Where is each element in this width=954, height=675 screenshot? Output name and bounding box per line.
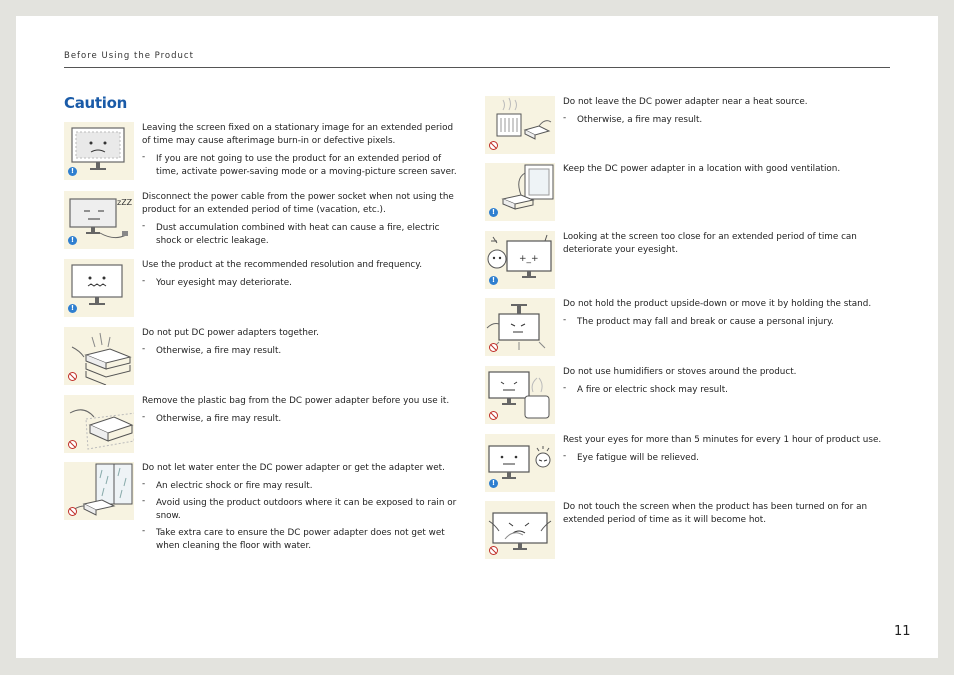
caution-text-block <box>142 462 462 557</box>
page-number: 11 <box>894 624 911 639</box>
caution-text-block <box>142 122 462 183</box>
info-icon <box>68 236 77 245</box>
heater-adapter-icon <box>485 96 555 154</box>
svg-text:zZZ: zZZ <box>117 198 133 207</box>
section-header: Before Using the Product <box>64 51 194 61</box>
caution-text: Do not use humidifiers or stoves around the product. <box>563 367 797 377</box>
sleeping-monitor-icon <box>64 191 134 249</box>
caution-text: Do not hold the product upside-down or move it by holding the stand. <box>563 299 872 309</box>
prohibited-icon <box>68 440 77 449</box>
caution-subtext: - An electric shock or fire may result. <box>142 480 462 493</box>
info-icon <box>489 479 498 488</box>
caution-text: Disconnect the power cable from the power socket when not using the product for an extended period of time (vacation, etc.). <box>142 192 454 215</box>
caution-subtext: - Avoid using the product outdoors where it can be exposed to rain or snow. <box>142 497 462 523</box>
info-icon <box>68 167 77 176</box>
header-rule <box>64 67 890 68</box>
caution-text: Remove the plastic bag from the DC power adapter before you use it. <box>142 396 450 406</box>
prohibited-icon <box>68 507 77 516</box>
info-icon <box>489 208 498 217</box>
caution-subtext: - A fire or electric shock may result. <box>563 384 883 397</box>
prohibited-icon <box>489 411 498 420</box>
caution-text-block <box>563 96 883 131</box>
caution-text-block <box>563 231 883 262</box>
plastic-bag-adapter-icon <box>64 395 134 453</box>
hot-screen-monitor-icon <box>485 501 555 559</box>
caution-text: Use the product at the recommended resolution and frequency. <box>142 260 422 270</box>
caution-text-block <box>142 191 462 252</box>
caution-text-block <box>563 434 883 469</box>
caution-subtext: - Your eyesight may deteriorate. <box>142 277 462 290</box>
upside-down-monitor-icon <box>485 298 555 356</box>
eyesight-monitor-icon <box>485 231 555 289</box>
caution-text: Keep the DC power adapter in a location with good ventilation. <box>563 164 841 174</box>
ventilation-adapter-icon <box>485 163 555 221</box>
info-icon <box>489 276 498 285</box>
caution-text-block <box>563 163 883 181</box>
caution-subtext: - The product may fall and break or cause a personal injury. <box>563 316 883 329</box>
caution-text: Do not leave the DC power adapter near a heat source. <box>563 97 808 107</box>
info-icon <box>68 304 77 313</box>
svg-text:+_+: +_+ <box>519 254 539 264</box>
caution-subtext: - Otherwise, a fire may result. <box>563 114 883 127</box>
caution-subtext: - Eye fatigue will be relieved. <box>563 452 883 465</box>
caution-text: Leaving the screen fixed on a stationary image for an extended period of time may cause afterimage burn-in or defective pixels. <box>142 123 454 146</box>
afterimage-monitor-icon <box>64 122 134 180</box>
prohibited-icon <box>489 343 498 352</box>
caution-text: Do not touch the screen when the product has been turned on for an extended period of time as it will become hot. <box>563 502 868 525</box>
caution-text: Do not let water enter the DC power adapter or get the adapter wet. <box>142 463 445 473</box>
manual-page <box>16 16 938 658</box>
caution-subtext: - Otherwise, a fire may result. <box>142 345 462 358</box>
caution-subtext: - Take extra care to ensure the DC power adapter does not get wet when cleaning the floor with water. <box>142 527 462 553</box>
prohibited-icon <box>489 546 498 555</box>
caution-text-block <box>142 327 462 362</box>
stacked-adapters-icon <box>64 327 134 385</box>
caution-text-block <box>142 259 462 294</box>
caution-text: Do not put DC power adapters together. <box>142 328 319 338</box>
caution-subtext: - Dust accumulation combined with heat can cause a fire, electric shock or electric leakage. <box>142 222 462 248</box>
prohibited-icon <box>489 141 498 150</box>
caution-text-block <box>563 298 883 333</box>
caution-subtext: - If you are not going to use the product for an extended period of time, activate power-saving mode or a moving-picture screen saver. <box>142 153 462 179</box>
page-title: Caution <box>64 94 128 112</box>
caution-subtext: - Otherwise, a fire may result. <box>142 413 462 426</box>
humidifier-monitor-icon <box>485 366 555 424</box>
rest-eyes-monitor-icon <box>485 434 555 492</box>
prohibited-icon <box>68 372 77 381</box>
caution-text: Looking at the screen too close for an extended period of time can deteriorate your eyesight. <box>563 232 857 255</box>
caution-text-block <box>142 395 462 430</box>
caution-text: Rest your eyes for more than 5 minutes for every 1 hour of product use. <box>563 435 882 445</box>
caution-text-block <box>563 366 883 401</box>
rain-window-adapter-icon <box>64 462 134 520</box>
caution-text-block <box>563 501 883 532</box>
resolution-monitor-icon <box>64 259 134 317</box>
